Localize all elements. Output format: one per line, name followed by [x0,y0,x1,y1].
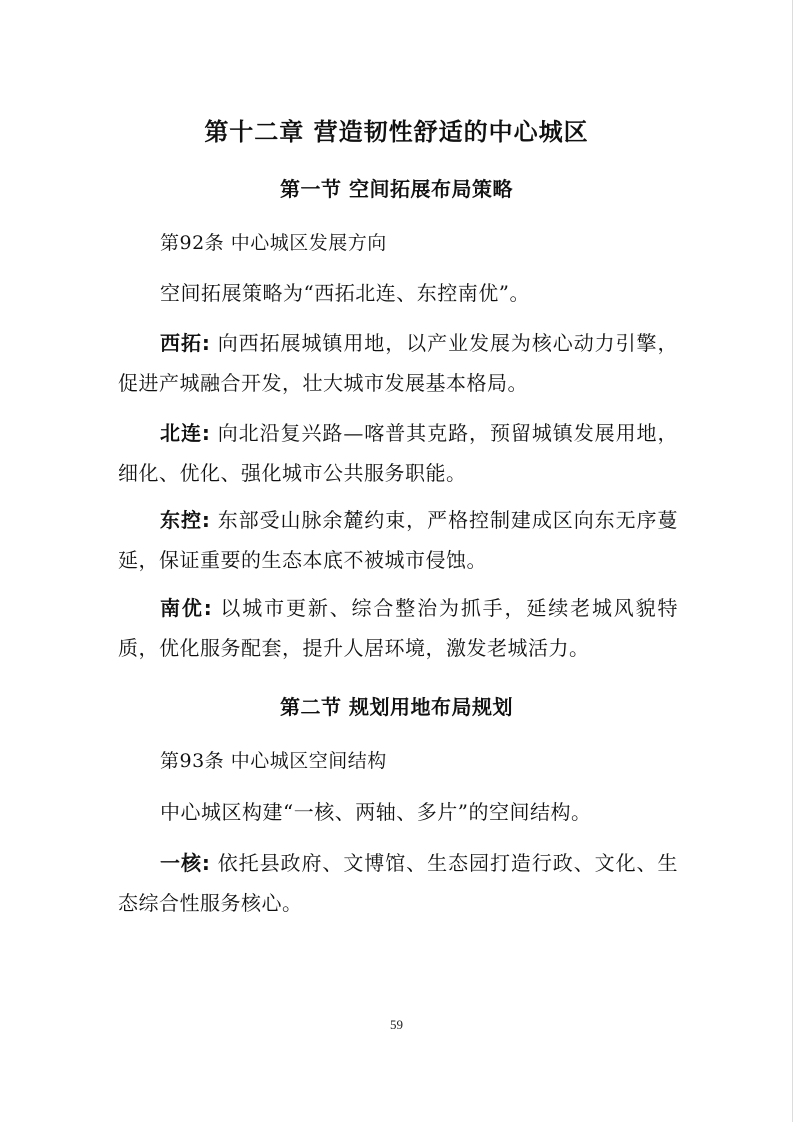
paragraph-structure-intro [118,792,678,832]
paragraph-lead: 南优: [160,596,213,620]
paragraph-lead: 西拓: [160,331,211,355]
paragraph-text: 向西拓展城镇用地，以产业发展为核心动力引擎，促进产城融合开发，壮大城市发展基本格局。 [118,331,679,395]
paragraph-text: 向北沿复兴路—喀普其克路，预留城镇发展用地，细化、优化、强化城市公共服务职能。 [118,421,679,485]
page-number: 59 [390,1017,403,1032]
paragraph-text: 依托县政府、文博馆、生态园打造行政、文化、生态综合性服务核心。 [118,851,679,915]
paragraph-one-core [118,843,678,923]
paragraph-text: 中心城区构建“一核、两轴、多片”的空间结构。 [160,800,592,824]
section-title-1: 第一节 空间拓展布局策略 [280,177,513,201]
paragraph-lead: 一核: [160,851,211,875]
article-heading-92: 第92条 中心城区发展方向 [160,232,387,254]
paragraph-east-control [118,500,678,580]
paragraph-text: 空间拓展策略为“西拓北连、东控南优”。 [160,281,530,305]
paragraph-strategy-intro [118,273,678,313]
paragraph-west-expansion [118,323,678,403]
paragraph-text: 东部受山脉余麓约束，严格控制建成区向东无序蔓延，保证重要的生态本底不被城市侵蚀。 [118,508,679,572]
article-heading-93: 第93条 中心城区空间结构 [160,750,387,772]
chapter-title: 第十二章 营造韧性舒适的中心城区 [204,117,589,146]
section-title-2: 第二节 规划用地布局规划 [280,695,513,719]
paragraph-lead: 东控: [160,508,211,532]
paragraph-text: 以城市更新、综合整治为抓手，延续老城风貌特质，优化服务配套，提升人居环境，激发老城活力。 [118,596,679,660]
paragraph-south-optimize [118,588,678,668]
paragraph-north-link [118,413,678,493]
paragraph-lead: 北连: [160,421,211,445]
